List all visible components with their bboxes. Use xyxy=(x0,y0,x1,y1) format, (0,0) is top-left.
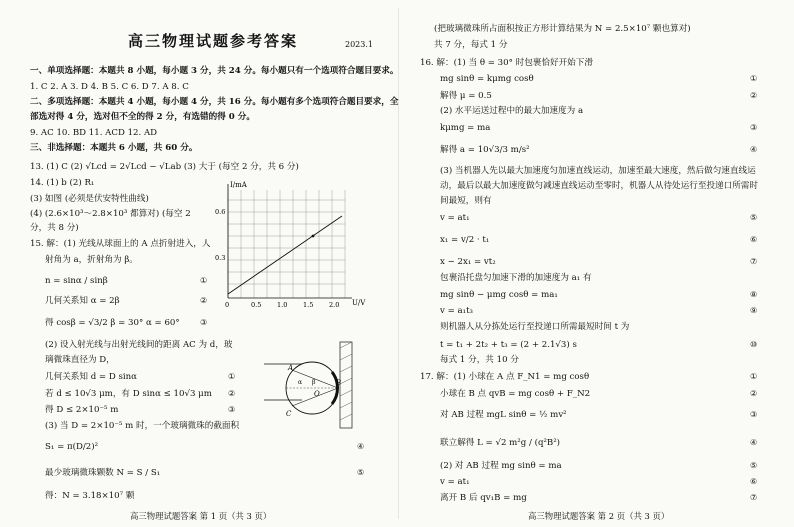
q17-line6: v = at₁ xyxy=(440,477,470,487)
q14-part4: (4) (2.6×10³～2.8×10³ 都算对) (每空 2 xyxy=(30,209,191,219)
q16-score: 每式 1 分，共 10 分 xyxy=(440,355,519,365)
q16-part2: (2) 水平运送过程中的最大加速度为 a xyxy=(440,106,584,116)
graph-x-tick: 1.0 xyxy=(277,301,288,309)
q13-answer: 13. (1) C (2) √Lcd = 2√Lcd − √Lab (3) 大于 (每空 2 分，共 6 分) xyxy=(30,162,299,172)
exam-date: 2023.1 xyxy=(345,40,373,49)
q15-score: 共 7 分，每式 1 分 xyxy=(434,40,508,50)
mark-6: ⑥ xyxy=(750,477,758,486)
q16-eq1-result: 解得 μ = 0.5 xyxy=(440,91,492,101)
diagram-label: α xyxy=(298,379,303,386)
diagram-label: C xyxy=(286,410,292,418)
q15-line2: 射角为 a，折射角为 β。 xyxy=(45,255,138,265)
mark-2: ② xyxy=(200,296,208,305)
q16-part3-line2: 动，最后以最大加速度做匀减速直线运动至零时，机器人从待处运行至投递口所需时 xyxy=(440,181,758,191)
diagram-label: O xyxy=(314,390,320,398)
diagram-label: β xyxy=(312,379,316,386)
graph-y-label: I/mA xyxy=(230,181,247,189)
mark-8: ⑧ xyxy=(750,290,758,299)
eq-area: S₁ = π(D/2)² xyxy=(45,442,99,452)
eq-count: 最少玻璃微珠颗数 N = S / S₁ xyxy=(45,468,161,478)
mark-7: ⑦ xyxy=(750,257,758,266)
q17-line4: 联立解得 L = √2 m²g / (q²B²) xyxy=(440,438,561,448)
mark-4: ④ xyxy=(750,145,758,154)
q16-part5: 则机器人从分拣处运行至投递口所需最短时间 t 为 xyxy=(440,322,630,332)
section-2-answers: 9. AC 10. BD 11. ACD 12. AD xyxy=(30,128,158,138)
section-2-heading-line1: 二、多项选择题：本题共 4 小题，每小题 4 分，共 16 分。每小题有多个选项符合题目要求，全 xyxy=(30,97,399,107)
glass-bead-diagram xyxy=(262,340,372,430)
graph-x-tick: 2.0 xyxy=(329,301,340,309)
q16-eq4: x₁ = v/2 · t₁ xyxy=(440,235,490,245)
q16-part4: 包裹沿托盘匀加速下滑的加速度为 a₁ 有 xyxy=(440,273,592,283)
q17-line5: (2) 对 AB 过程 mg sinθ = ma xyxy=(440,461,562,471)
q16-eq3: v = at₁ xyxy=(440,213,470,223)
section-2-heading-line2: 部选对得 4 分，选对但不全的得 2 分，有选错的得 0 分。 xyxy=(30,112,255,122)
mark-3: ③ xyxy=(750,123,758,132)
mark-2: ② xyxy=(228,389,236,398)
q14-part3: (3) 如图 (必须是伏安特性曲线) xyxy=(30,194,149,204)
graph-x-tick: 0 xyxy=(225,301,230,309)
graph-x-tick: 1.5 xyxy=(303,301,314,309)
q16-part3-line3: 间最短，则有 xyxy=(440,196,492,206)
mark-5: ⑤ xyxy=(750,461,758,470)
mark-1: ① xyxy=(750,372,758,381)
graph-x-label: U/V xyxy=(352,299,366,307)
q16-eq1: mg sinθ = kμmg cosθ xyxy=(440,74,534,84)
mark-6: ⑥ xyxy=(750,235,758,244)
section-3-heading: 三、非选择题：本题共 6 小题，共 60 分。 xyxy=(30,143,198,153)
mark-3: ③ xyxy=(228,405,236,414)
section-1-answers: 1. C 2. A 3. D 4. B 5. C 6. D 7. A 8. C xyxy=(30,82,189,92)
q17-line2: 小球在 B 点 qvB = mg cosθ + F_N2 xyxy=(440,389,591,399)
q15-part2-line2: 璃微珠直径为 D， xyxy=(45,355,115,365)
eq-geometry: 几何关系知 α = 2β xyxy=(45,296,120,306)
alt-method-note: (把玻璃微珠所占面积按正方形计算结果为 N = 2.5×10⁷ 颗也算对) xyxy=(434,24,691,34)
mark-5: ⑤ xyxy=(357,468,365,477)
mark-4: ④ xyxy=(357,442,365,451)
page-2-footer: 高三物理试题答案 第 2 页（共 3 页） xyxy=(528,511,670,521)
eq-distance: 几何关系知 d = D sinα xyxy=(45,372,137,382)
iu-characteristic-graph xyxy=(212,178,392,310)
mark-1: ① xyxy=(200,276,208,285)
q15-part3-line: (3) 当 D = 2×10⁻⁵ m 时，一个玻璃微珠的截面积 xyxy=(45,421,240,431)
page-1-footer: 高三物理试题答案 第 1 页（共 3 页） xyxy=(130,511,272,521)
graph-x-tick: 0.5 xyxy=(251,301,262,309)
mark-3: ③ xyxy=(200,318,208,327)
mark-4: ④ xyxy=(750,438,758,447)
q16-line1: 16. 解：(1) 当 θ = 30° 时包裹恰好开始下滑 xyxy=(420,58,593,68)
mark-1: ① xyxy=(750,74,758,83)
eq-result-2: 得 D ≤ 2×10⁻⁵ m xyxy=(45,405,119,415)
diagram-label: B xyxy=(336,379,342,387)
mark-10: ⑩ xyxy=(750,340,758,349)
graph-y-tick: 0.3 xyxy=(215,254,226,262)
mark-7: ⑦ xyxy=(750,493,758,502)
q16-eq8: t = t₁ + 2t₂ + t₃ = (2 + 2.1√3) s xyxy=(440,340,577,350)
diagram-label: A xyxy=(288,364,294,372)
page-divider xyxy=(398,8,399,519)
q16-eq5: x − 2x₁ = vt₂ xyxy=(440,257,496,267)
q16-eq7: v = a₁t₃ xyxy=(440,306,473,316)
page-title: 高三物理试题参考答案 xyxy=(128,32,299,50)
mark-1: ① xyxy=(228,372,236,381)
q15-part2-line1: (2) 设入射光线与出射光线间的距离 AC 为 d，玻 xyxy=(45,340,233,350)
q17-line7: 离开 B 后 qv₁B = mg xyxy=(440,493,527,503)
eq-inequality: 若 d ≤ 10√3 μm，有 D sinα ≤ 10√3 μm xyxy=(45,389,212,399)
mark-9: ⑨ xyxy=(750,306,758,315)
mark-5: ⑤ xyxy=(750,213,758,222)
mark-3: ③ xyxy=(750,410,758,419)
eq-refraction: n = sinα / sinβ xyxy=(45,276,108,286)
q14-answer: 14. (1) b (2) R₁ xyxy=(30,178,95,188)
q17-line1: 17. 解：(1) 小球在 A 点 F_N1 = mg cosθ xyxy=(420,372,590,382)
q17-line3: 对 AB 过程 mgL sinθ = ½ mv² xyxy=(440,410,567,420)
q16-eq2: kμmg = ma xyxy=(440,123,491,133)
q16-part3-line1: (3) 当机器人先以最大加速度匀加速直线运动，加速至最大速度，然后做匀速直线运 xyxy=(440,166,756,176)
q15-line1: 15. 解：(1) 光线从球面上的 A 点折射进入，人 xyxy=(30,239,211,249)
eq-result-1: 得 cosβ = √3/2 β = 30° α = 60° xyxy=(45,318,180,328)
mark-2: ② xyxy=(750,389,758,398)
mark-2: ② xyxy=(750,91,758,100)
q16-eq2-result: 解得 a = 10√3/3 m/s² xyxy=(440,145,530,155)
eq-count-result: 得：N = 3.18×10⁷ 颗 xyxy=(45,491,135,501)
section-1-heading: 一、单项选择题：本题共 8 小题，每小题 3 分，共 24 分。每小题只有一个选项符合题目要求。 xyxy=(30,66,399,76)
q14-score: 分，共 8 分) xyxy=(30,223,79,233)
graph-y-tick: 0.6 xyxy=(215,208,226,216)
q16-eq6: mg sinθ − μmg cosθ = ma₁ xyxy=(440,290,558,300)
